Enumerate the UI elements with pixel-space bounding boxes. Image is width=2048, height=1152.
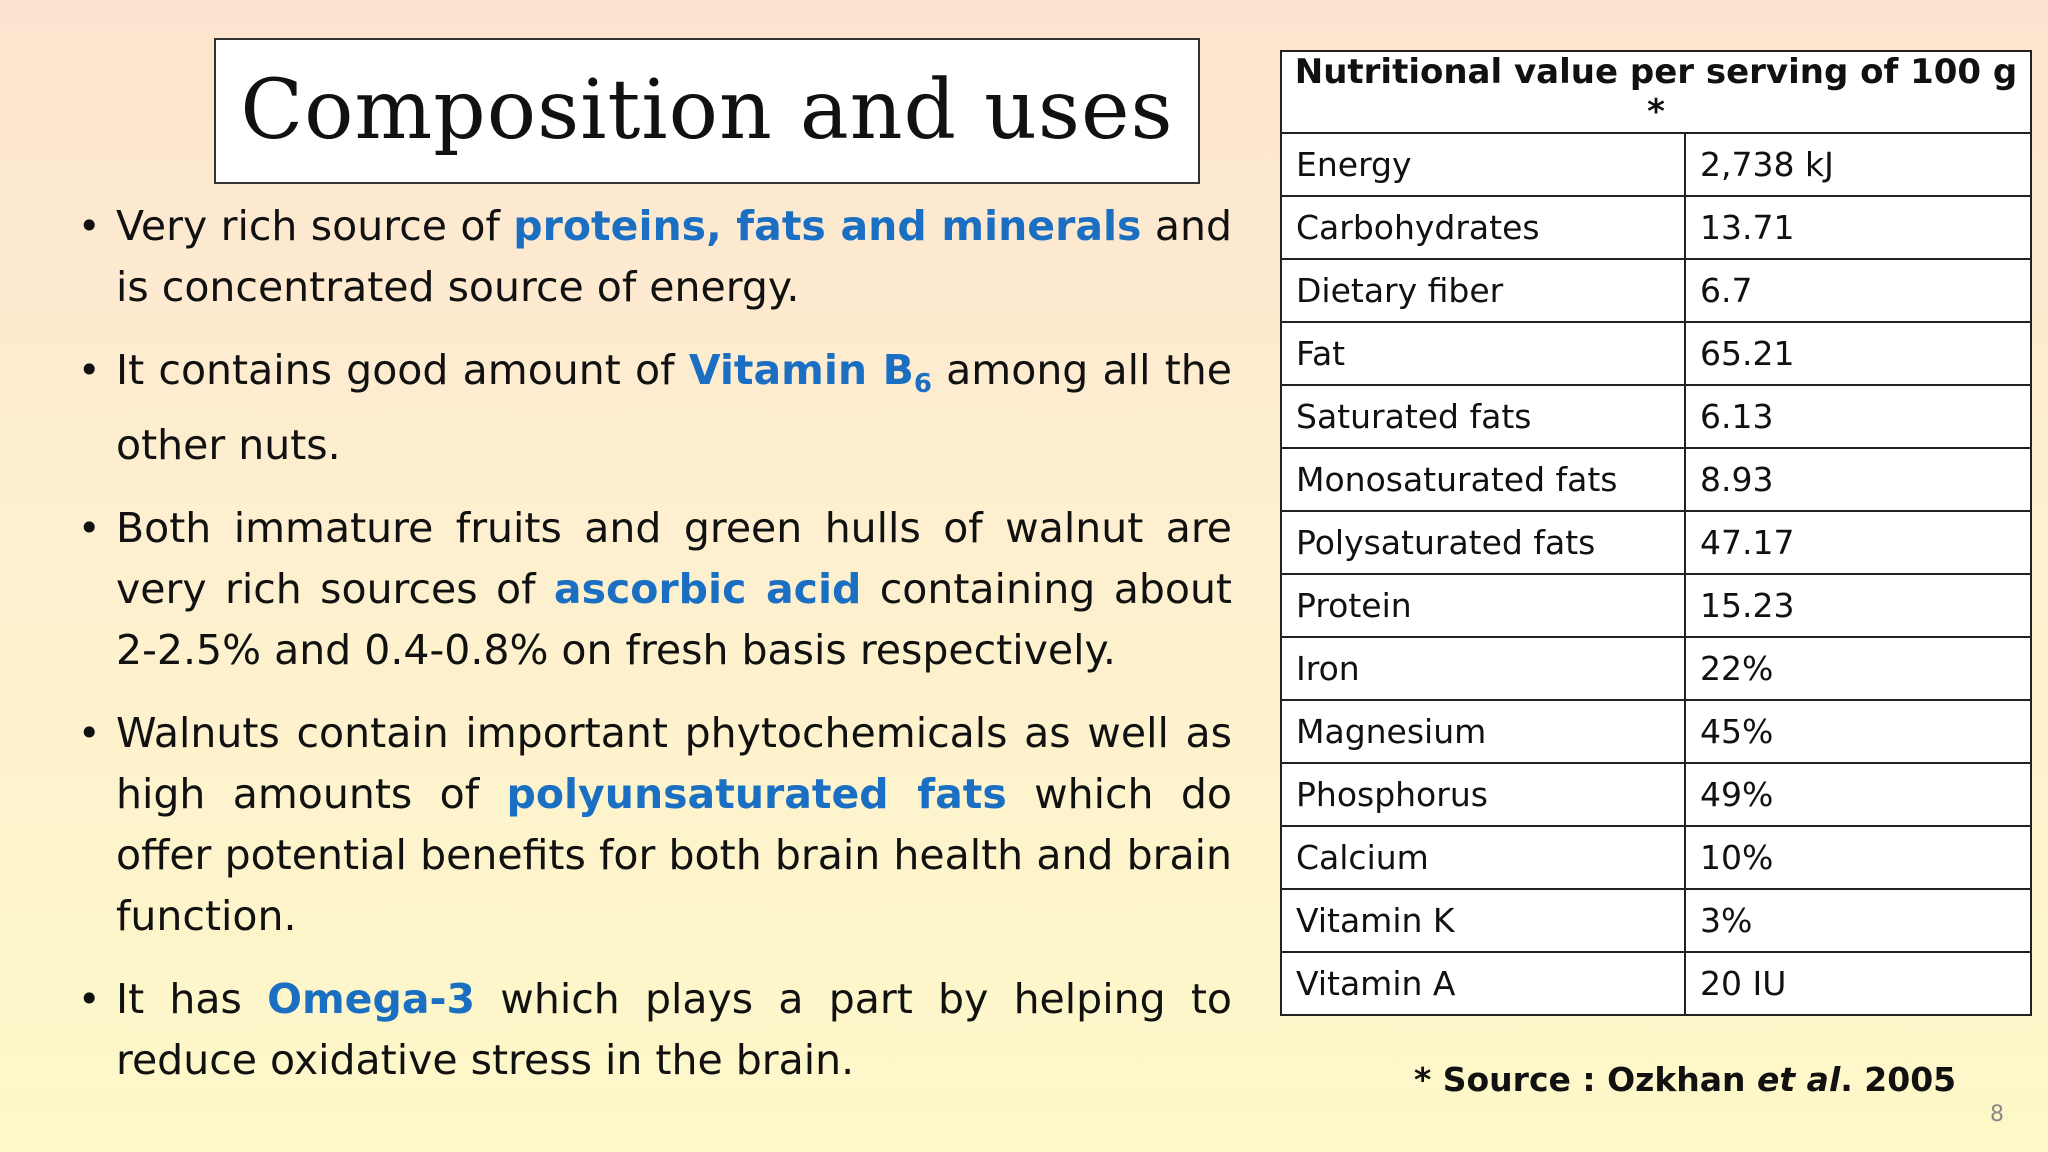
bullet-text: and is concentrated source of energy. [116, 202, 1232, 311]
row-value: 47.17 [1685, 511, 2031, 574]
table-row [1281, 763, 2031, 826]
source-suffix: . 2005 [1840, 1060, 1957, 1099]
row-value: 49% [1685, 763, 2031, 826]
bullet-text: It has [116, 975, 268, 1023]
row-value: 13.71 [1685, 196, 2031, 259]
table-row [1281, 574, 2031, 637]
row-value: 20 IU [1685, 952, 2031, 1015]
row-label: Dietary fiber [1281, 259, 1685, 322]
row-value: 10% [1685, 826, 2031, 889]
bullet-text: Very rich source of [116, 202, 514, 250]
bullet-item [78, 340, 1232, 476]
bullet-dot-icon: • [78, 977, 101, 1021]
table-row [1281, 448, 2031, 511]
bullet-text: among all the other nuts. [116, 346, 1232, 469]
slide-title: Composition and uses [240, 63, 1174, 158]
bullet-item [78, 498, 1232, 681]
table-row [1281, 826, 2031, 889]
row-label: Polysaturated fats [1281, 511, 1685, 574]
source-citation [1414, 1060, 1956, 1099]
row-value: 6.7 [1685, 259, 2031, 322]
bullet-item [78, 969, 1232, 1091]
page-number: 8 [1990, 1102, 2004, 1127]
row-value: 3% [1685, 889, 2031, 952]
bullet-dot-icon: • [78, 348, 101, 392]
bullet-text: containing about 2-2.5% and 0.4-0.8% on fresh basis respectively. [116, 565, 1233, 674]
bullet-highlight: proteins, fats and minerals [513, 202, 1142, 250]
row-label: Energy [1281, 133, 1685, 196]
row-label: Magnesium [1281, 700, 1685, 763]
bullet-highlight [688, 346, 932, 399]
bullet-highlight: Omega-3 [267, 975, 476, 1023]
row-label: Monosaturated fats [1281, 448, 1685, 511]
table-header: Nutritional value per serving of 100 g * [1281, 51, 2031, 133]
bullet-list [78, 196, 1232, 1113]
bullet-dot-icon: • [78, 506, 101, 550]
bullet-text: which do offer potential benefits for both brain health and brain function. [116, 770, 1232, 940]
row-value: 2,738 kJ [1685, 133, 2031, 196]
row-label: Protein [1281, 574, 1685, 637]
nutrition-table [1280, 50, 2032, 1016]
bullet-item [78, 703, 1232, 947]
source-prefix: * Source : Ozkhan [1414, 1060, 1758, 1099]
row-label: Calcium [1281, 826, 1685, 889]
bullet-text: It contains good amount of [116, 346, 689, 394]
row-label: Phosphorus [1281, 763, 1685, 826]
table-row [1281, 637, 2031, 700]
row-label: Fat [1281, 322, 1685, 385]
source-italic: et al [1757, 1060, 1841, 1099]
row-label: Iron [1281, 637, 1685, 700]
bullet-highlight: polyunsaturated fats [506, 770, 1007, 818]
row-value: 45% [1685, 700, 2031, 763]
bullet-item [78, 196, 1232, 318]
row-label: Vitamin A [1281, 952, 1685, 1015]
table-row [1281, 385, 2031, 448]
row-label: Vitamin K [1281, 889, 1685, 952]
table-row [1281, 511, 2031, 574]
row-value: 22% [1685, 637, 2031, 700]
table-row [1281, 889, 2031, 952]
table-header-row [1281, 51, 2031, 133]
row-value: 8.93 [1685, 448, 2031, 511]
table-row [1281, 952, 2031, 1015]
row-label: Carbohydrates [1281, 196, 1685, 259]
table-row [1281, 322, 2031, 385]
row-label: Saturated fats [1281, 385, 1685, 448]
bullet-text: Walnuts contain important phytochemicals as well as high amounts of [116, 709, 1232, 818]
table-row [1281, 196, 2031, 259]
bullet-dot-icon: • [78, 204, 101, 248]
title-box [214, 38, 1200, 184]
row-value: 15.23 [1685, 574, 2031, 637]
bullet-highlight: ascorbic acid [553, 565, 862, 613]
table-row [1281, 259, 2031, 322]
bullet-dot-icon: • [78, 711, 101, 755]
table-row [1281, 133, 2031, 196]
bullet-text: which plays a part by helping to reduce oxidative stress in the brain. [116, 975, 1232, 1084]
table-row [1281, 700, 2031, 763]
bullet-text: Both immature fruits and green hulls of walnut are very rich sources of [116, 504, 1232, 613]
row-value: 6.13 [1685, 385, 2031, 448]
bullet-highlight-text: Vitamin B [688, 346, 914, 394]
bullet-subscript: 6 [913, 369, 932, 399]
row-value: 65.21 [1685, 322, 2031, 385]
